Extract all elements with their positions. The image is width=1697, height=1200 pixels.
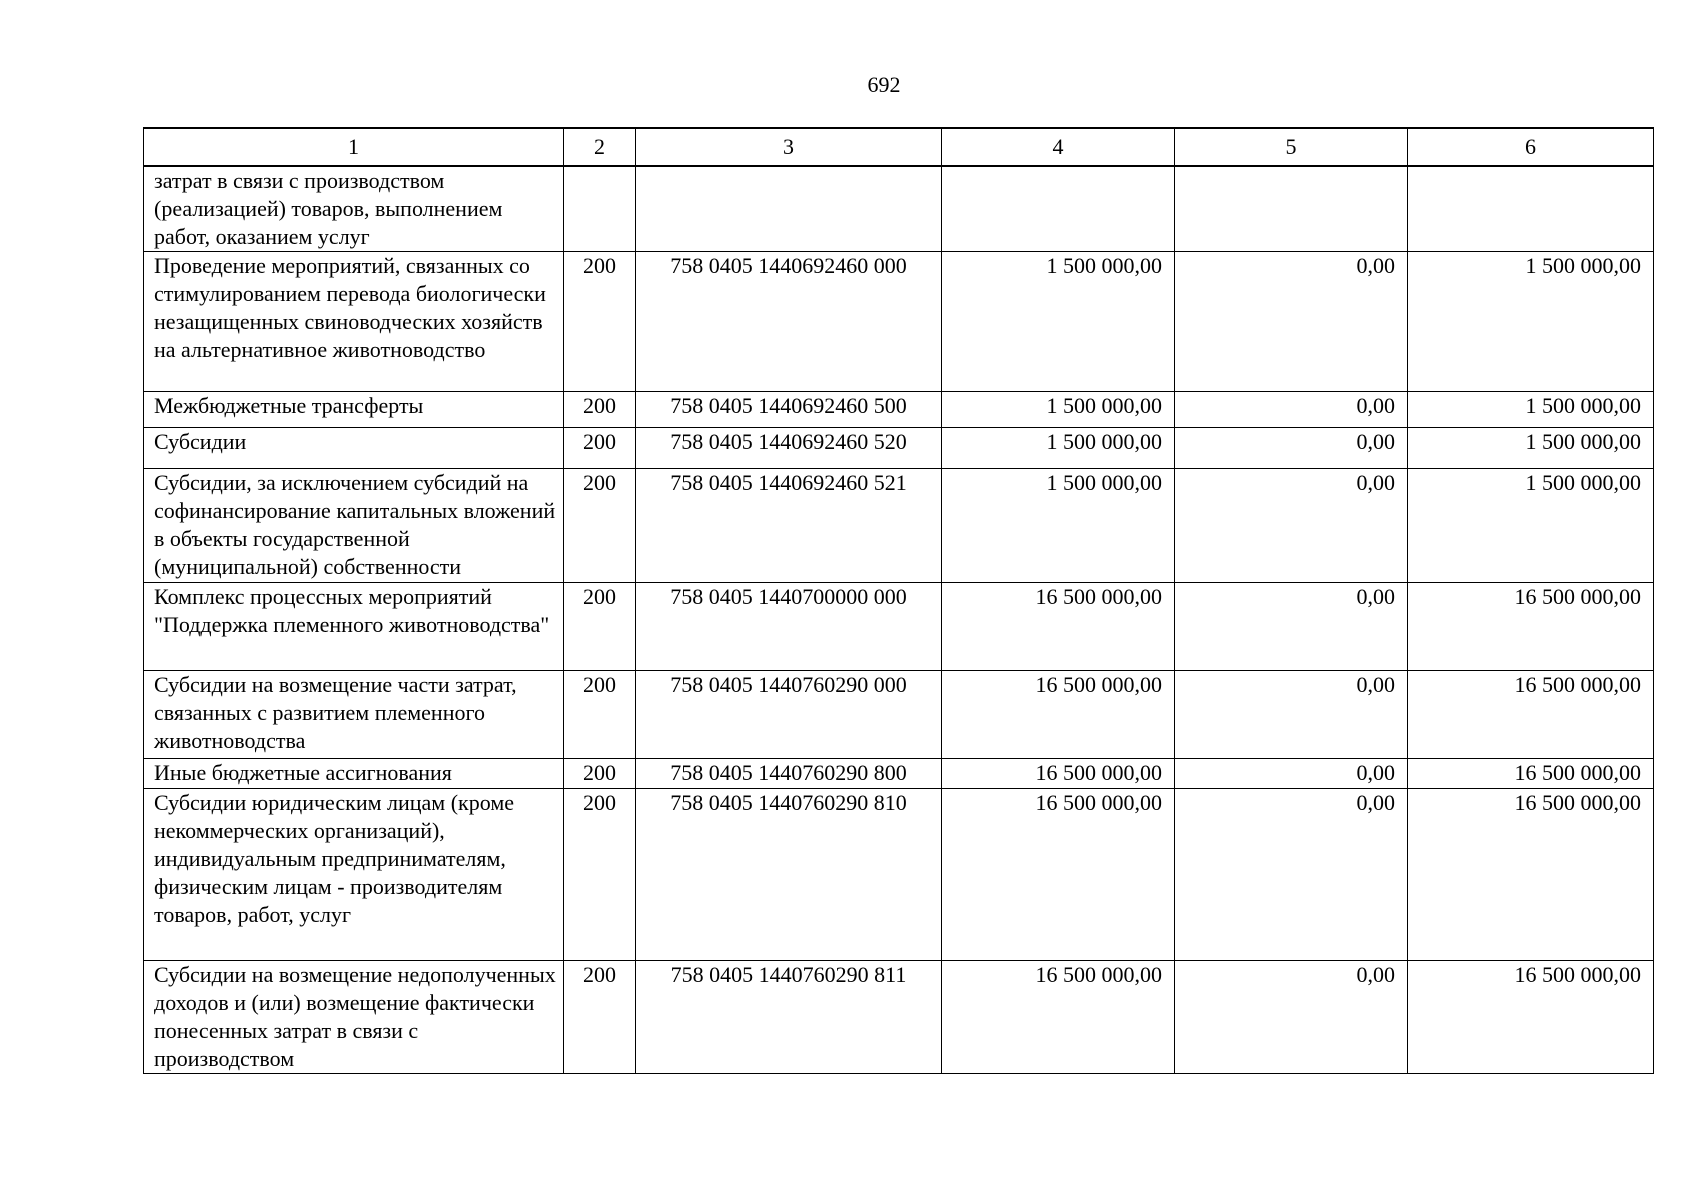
row-col5-cell: 0,00 bbox=[1175, 583, 1408, 671]
row-col5-cell: 0,00 bbox=[1175, 428, 1408, 469]
column-header-5: 5 bbox=[1175, 128, 1408, 166]
row-kbk-cell: 758 0405 1440692460 000 bbox=[636, 252, 942, 392]
row-kbk-cell: 758 0405 1440692460 521 bbox=[636, 469, 942, 583]
row-col6-cell: 16 500 000,00 bbox=[1408, 961, 1654, 1074]
table-row bbox=[144, 428, 1654, 469]
table-row bbox=[144, 789, 1654, 961]
row-col6-cell bbox=[1408, 166, 1654, 252]
row-kbk-cell: 758 0405 1440760290 810 bbox=[636, 789, 942, 961]
column-header-6: 6 bbox=[1408, 128, 1654, 166]
row-name-cell: Комплекс процессных мероприятий "Поддержка племенного животноводства" bbox=[144, 583, 564, 671]
table-row bbox=[144, 469, 1654, 583]
row-col4-cell bbox=[942, 166, 1175, 252]
row-col5-cell: 0,00 bbox=[1175, 961, 1408, 1074]
row-col5-cell: 0,00 bbox=[1175, 252, 1408, 392]
row-code-cell: 200 bbox=[564, 671, 636, 759]
row-col4-cell: 1 500 000,00 bbox=[942, 392, 1175, 428]
row-col6-cell: 16 500 000,00 bbox=[1408, 583, 1654, 671]
row-code-cell: 200 bbox=[564, 961, 636, 1074]
row-name-cell: затрат в связи с производством (реализацией) товаров, выполнением работ, оказанием услуг bbox=[144, 166, 564, 252]
row-code-cell: 200 bbox=[564, 469, 636, 583]
table-row bbox=[144, 671, 1654, 759]
row-col6-cell: 16 500 000,00 bbox=[1408, 671, 1654, 759]
row-col4-cell: 1 500 000,00 bbox=[942, 252, 1175, 392]
row-kbk-cell: 758 0405 1440700000 000 bbox=[636, 583, 942, 671]
row-col4-cell: 16 500 000,00 bbox=[942, 583, 1175, 671]
table-row bbox=[144, 961, 1654, 1074]
column-header-2: 2 bbox=[564, 128, 636, 166]
row-col4-cell: 16 500 000,00 bbox=[942, 789, 1175, 961]
row-col6-cell: 16 500 000,00 bbox=[1408, 759, 1654, 789]
row-col4-cell: 16 500 000,00 bbox=[942, 759, 1175, 789]
row-code-cell: 200 bbox=[564, 392, 636, 428]
row-col4-cell: 1 500 000,00 bbox=[942, 469, 1175, 583]
row-code-cell: 200 bbox=[564, 428, 636, 469]
row-kbk-cell: 758 0405 1440692460 520 bbox=[636, 428, 942, 469]
row-kbk-cell: 758 0405 1440760290 800 bbox=[636, 759, 942, 789]
row-col5-cell: 0,00 bbox=[1175, 759, 1408, 789]
row-name-cell: Проведение мероприятий, связанных со стимулированием перевода биологически незащищенных свиноводческих хозяйств на альтернативное животноводство bbox=[144, 252, 564, 392]
row-code-cell: 200 bbox=[564, 789, 636, 961]
row-name-cell: Межбюджетные трансферты bbox=[144, 392, 564, 428]
table-row bbox=[144, 583, 1654, 671]
row-name-cell: Субсидии, за исключением субсидий на софинансирование капитальных вложений в объекты государственной (муниципальной) собственности bbox=[144, 469, 564, 583]
row-kbk-cell: 758 0405 1440692460 500 bbox=[636, 392, 942, 428]
row-col6-cell: 1 500 000,00 bbox=[1408, 469, 1654, 583]
row-name-cell: Субсидии на возмещение недополученных доходов и (или) возмещение фактически понесенных затрат в связи с производством bbox=[144, 961, 564, 1074]
row-col5-cell bbox=[1175, 166, 1408, 252]
row-name-cell: Субсидии на возмещение части затрат, связанных с развитием племенного животноводства bbox=[144, 671, 564, 759]
row-kbk-cell: 758 0405 1440760290 000 bbox=[636, 671, 942, 759]
page-number: 692 bbox=[867, 72, 901, 97]
row-code-cell: 200 bbox=[564, 759, 636, 789]
table-row bbox=[144, 392, 1654, 428]
row-col4-cell: 1 500 000,00 bbox=[942, 428, 1175, 469]
row-kbk-cell: 758 0405 1440760290 811 bbox=[636, 961, 942, 1074]
budget-table bbox=[143, 127, 1654, 1074]
row-col6-cell: 1 500 000,00 bbox=[1408, 428, 1654, 469]
row-name-cell: Иные бюджетные ассигнования bbox=[144, 759, 564, 789]
row-col4-cell: 16 500 000,00 bbox=[942, 961, 1175, 1074]
row-kbk-cell bbox=[636, 166, 942, 252]
row-col5-cell: 0,00 bbox=[1175, 789, 1408, 961]
row-col5-cell: 0,00 bbox=[1175, 469, 1408, 583]
row-col4-cell: 16 500 000,00 bbox=[942, 671, 1175, 759]
row-col6-cell: 16 500 000,00 bbox=[1408, 789, 1654, 961]
row-col5-cell: 0,00 bbox=[1175, 671, 1408, 759]
row-code-cell: 200 bbox=[564, 583, 636, 671]
table-header-row bbox=[144, 128, 1654, 166]
table-row bbox=[144, 759, 1654, 789]
row-code-cell: 200 bbox=[564, 252, 636, 392]
row-name-cell: Субсидии bbox=[144, 428, 564, 469]
row-code-cell bbox=[564, 166, 636, 252]
column-header-1: 1 bbox=[144, 128, 564, 166]
table-row bbox=[144, 252, 1654, 392]
row-col5-cell: 0,00 bbox=[1175, 392, 1408, 428]
row-col6-cell: 1 500 000,00 bbox=[1408, 252, 1654, 392]
column-header-3: 3 bbox=[636, 128, 942, 166]
table-row bbox=[144, 166, 1654, 252]
column-header-4: 4 bbox=[942, 128, 1175, 166]
row-name-cell: Субсидии юридическим лицам (кроме некоммерческих организаций), индивидуальным предпринимателям, физическим лицам - производителям товаров, работ, услуг bbox=[144, 789, 564, 961]
row-col6-cell: 1 500 000,00 bbox=[1408, 392, 1654, 428]
